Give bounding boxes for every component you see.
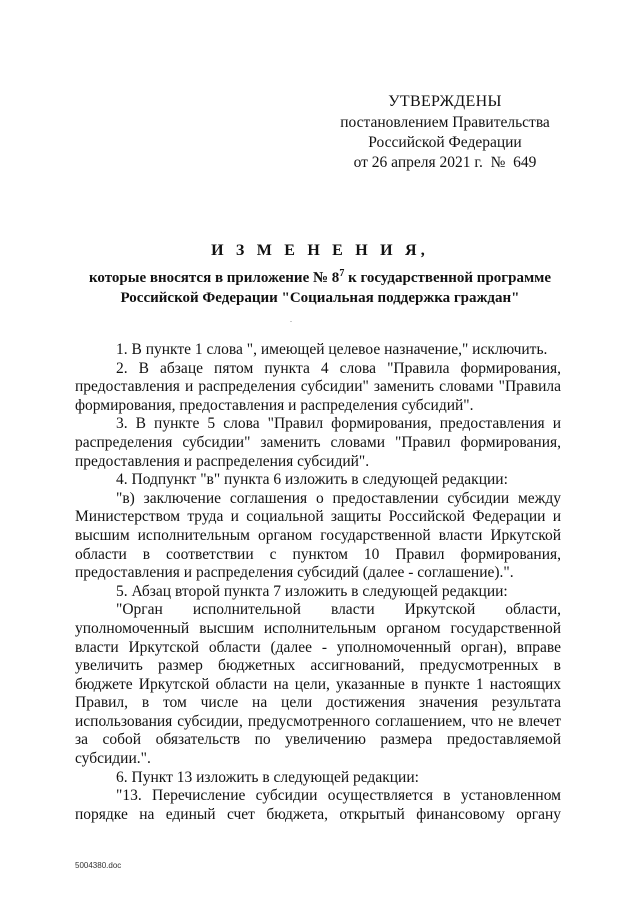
paragraph-5-quote: "Орган исполнительной власти Иркутской области, уполномоченный высшим исполнительным органом государственной власти Иркутской области (далее - уполномоченный орган), вправе увеличить размер бюджетных ассигнований, предусмотренных в бюджете Иркутской области на цели, указанные в пункте 1 настоящих Правил, в том числе на цели достижения значения результата использования субсидии, предусмотренного соглашением, что не влечет за собой обязательств по увеличению размера предоставляемой субсидии.". [75, 601, 561, 768]
paragraph-6: 6. Пункт 13 изложить в следующей редакции: [116, 768, 419, 786]
paragraph-3: 3. В пункте 5 слова "Правил формирования, предоставления и распределения субсидии" заменить словами "Правил формирования, предоставления и распределения субсидий". [75, 415, 561, 470]
approval-block [330, 92, 560, 173]
document-body [75, 341, 561, 824]
title-sub-line2: Российской Федерации "Социальная поддержка граждан" [120, 290, 520, 306]
approval-date-text: от 26 апреля 2021 г. № 649 [353, 154, 537, 171]
paragraph-5: 5. Абзац второй пункта 7 изложить в следующей редакции: [116, 582, 508, 600]
approval-heading: УТВЕРЖДЕНЫ [388, 93, 502, 110]
paragraph-4-quote: "в) заключение соглашения о предоставлении субсидии между Министерством труда и социальной защиты Российской Федерации и высшим исполнительным органом государственной власти Иркутской области в соответствии с пунктом 10 Правил формирования, предоставления и распределения субсидий (далее - соглашение).". [75, 489, 561, 582]
paragraph-1: 1. В пункте 1 слова ", имеющей целевое назначение," исключить. [116, 341, 548, 358]
title-main: И З М Е Н Е Н И Я, [211, 242, 429, 259]
paragraph-6-quote: "13. Перечисление субсидии осуществляется в установленном порядке на единый счет бюджета, открытый финансовому органу [75, 787, 561, 823]
title-sub-after: к государственной программе [344, 270, 552, 286]
approval-date-line [330, 153, 560, 173]
title-sub-before: которые вносятся в приложение № 8 [88, 270, 340, 286]
title-subtitle [60, 268, 580, 308]
document-title [60, 240, 580, 308]
paragraph-4: 4. Подпункт "в" пункта 6 изложить в следующей редакции: [116, 471, 508, 489]
paragraph-2: 2. В абзаце пятом пункта 4 слова "Правила формирования, предоставления и распределения субсидии" заменить словами "Правила формирования, предоставления и распределения субсидий". [75, 359, 561, 414]
title-sub-superscript: 7 [339, 268, 345, 279]
approval-line-2: Российской Федерации [368, 134, 522, 151]
approval-line-1: постановлением Правительства [340, 114, 550, 131]
scan-speck [290, 321, 292, 322]
footer-file-name: 5004380.doc [75, 861, 122, 870]
